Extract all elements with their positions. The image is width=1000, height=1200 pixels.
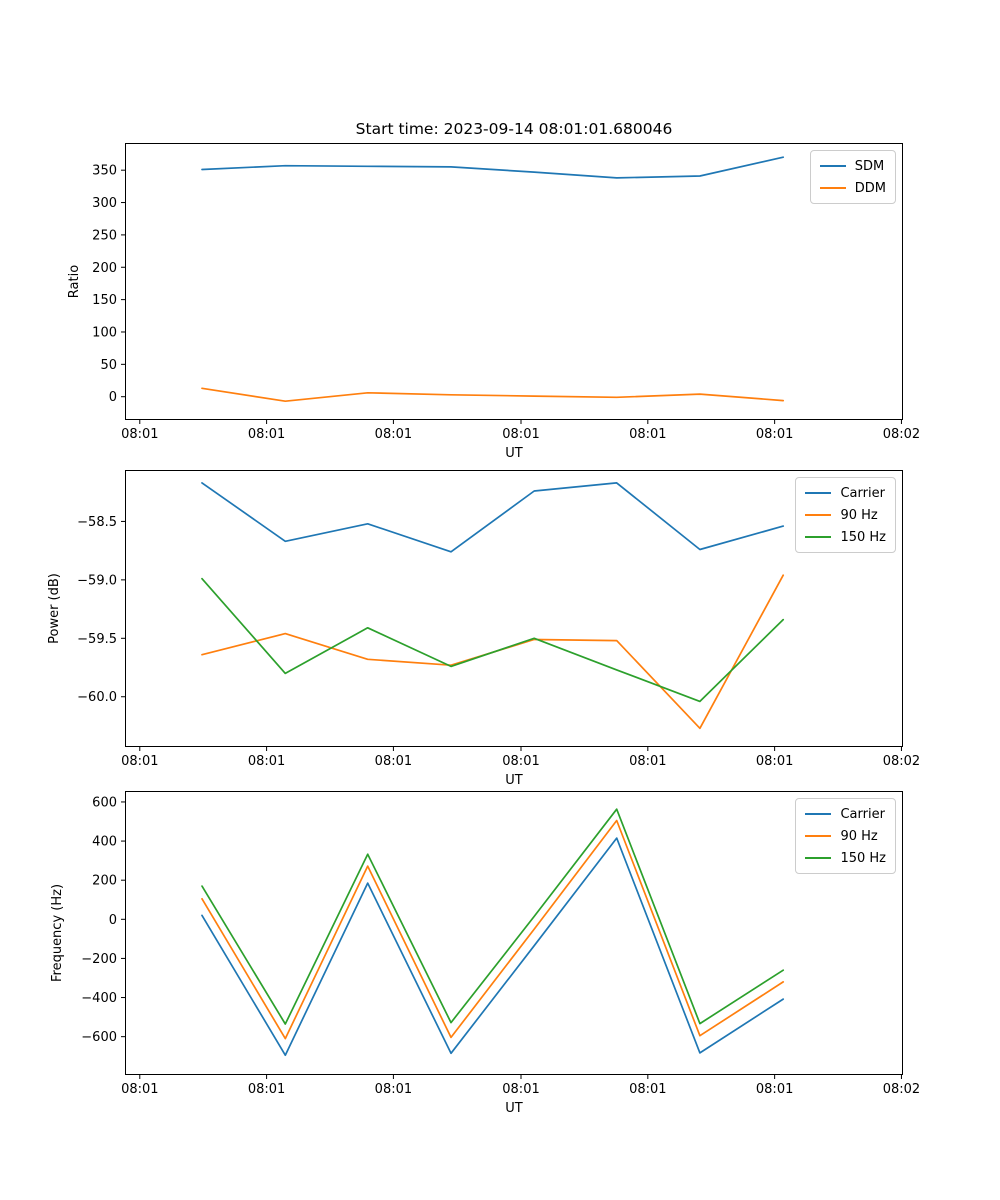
y-tick-label: 600 <box>92 795 117 811</box>
legend-line-sample <box>805 835 831 837</box>
legend <box>795 477 896 553</box>
legend-item-carrier <box>805 483 886 503</box>
y-tick-label: −60.0 <box>77 690 117 706</box>
x-tick-label: 08:01 <box>374 1082 413 1097</box>
legend-item-90-hz <box>805 826 886 846</box>
plot-border <box>126 792 903 1075</box>
x-axis-label: UT <box>505 1101 523 1116</box>
legend-line-sample <box>805 492 831 494</box>
x-tick-label: 08:01 <box>121 427 159 442</box>
series-line-carrier <box>202 483 783 552</box>
legend-label: Carrier <box>840 806 885 822</box>
y-tick-label: 300 <box>92 196 117 212</box>
legend-line-sample <box>805 857 831 859</box>
x-tick-label: 08:02 <box>882 754 921 769</box>
legend-label: SDM <box>854 158 885 174</box>
legend-label: Carrier <box>840 485 885 501</box>
x-tick-label: 08:01 <box>629 427 667 442</box>
plot-area <box>67 143 921 461</box>
x-tick-label: 08:01 <box>247 1082 286 1097</box>
x-tick-label: 08:01 <box>755 754 794 769</box>
legend <box>810 150 896 204</box>
y-tick-label: 200 <box>92 873 117 889</box>
y-axis-label: Power (dB) <box>47 573 62 644</box>
legend-label: 90 Hz <box>840 828 878 844</box>
legend-item-ddm <box>820 178 886 198</box>
legend <box>795 798 896 874</box>
y-tick-label: 100 <box>92 325 117 341</box>
y-tick-label: −200 <box>81 951 117 967</box>
x-tick-label: 08:01 <box>374 754 413 769</box>
series-line-carrier <box>202 838 783 1055</box>
legend-item-150-hz <box>805 527 886 547</box>
y-tick-label: −58.5 <box>77 514 117 530</box>
y-tick-label: 0 <box>108 390 117 406</box>
x-axis-label: UT <box>505 446 523 461</box>
x-tick-label: 08:02 <box>882 1082 921 1097</box>
x-tick-label: 08:02 <box>882 427 921 442</box>
y-axis-label: Frequency (Hz) <box>50 883 65 983</box>
y-tick-label: −600 <box>81 1030 117 1046</box>
x-tick-label: 08:01 <box>247 427 286 442</box>
x-tick-label: 08:01 <box>502 1082 540 1097</box>
y-axis-label: Ratio <box>67 264 82 299</box>
x-axis-label: UT <box>505 773 523 788</box>
y-tick-label: 400 <box>92 834 117 850</box>
y-tick-label: −59.0 <box>77 573 117 589</box>
y-tick-label: 50 <box>100 357 117 373</box>
series-line-150-hz <box>202 579 783 702</box>
legend-label: 90 Hz <box>840 507 878 523</box>
power-chart <box>47 470 921 788</box>
legend-label: DDM <box>854 180 886 196</box>
series-line-90-hz <box>202 821 783 1039</box>
series-line-sdm <box>202 157 783 178</box>
x-tick-label: 08:01 <box>121 1082 159 1097</box>
x-tick-label: 08:01 <box>629 754 667 769</box>
series-line-150-hz <box>202 809 783 1024</box>
x-tick-label: 08:01 <box>755 427 794 442</box>
x-tick-label: 08:01 <box>502 427 540 442</box>
legend-line-sample <box>805 514 831 516</box>
x-tick-label: 08:01 <box>755 1082 794 1097</box>
legend-item-150-hz <box>805 848 886 868</box>
plot-border <box>126 144 903 420</box>
y-tick-label: 200 <box>92 260 117 276</box>
legend-line-sample <box>805 536 831 538</box>
series-line-ddm <box>202 388 783 401</box>
y-tick-label: 350 <box>92 163 117 179</box>
y-tick-label: 150 <box>92 293 117 309</box>
plot-area <box>50 791 921 1116</box>
legend-item-sdm <box>820 156 886 176</box>
legend-label: 150 Hz <box>840 850 886 866</box>
legend-line-sample <box>820 187 846 189</box>
legend-item-90-hz <box>805 505 886 525</box>
y-tick-label: 250 <box>92 228 117 244</box>
x-tick-label: 08:01 <box>247 754 286 769</box>
y-tick-label: 0 <box>108 912 117 928</box>
x-tick-label: 08:01 <box>374 427 413 442</box>
legend-item-carrier <box>805 804 886 824</box>
x-tick-label: 08:01 <box>502 754 540 769</box>
frequency-chart <box>50 791 921 1116</box>
ratio-chart <box>67 143 921 461</box>
legend-line-sample <box>805 813 831 815</box>
y-tick-label: −400 <box>81 991 117 1007</box>
x-tick-label: 08:01 <box>629 1082 667 1097</box>
legend-line-sample <box>820 165 846 167</box>
figure-title: Start time: 2023-09-14 08:01:01.680046 <box>355 120 673 138</box>
x-tick-label: 08:01 <box>121 754 159 769</box>
legend-label: 150 Hz <box>840 529 886 545</box>
plot-area <box>47 470 921 788</box>
y-tick-label: −59.5 <box>77 631 117 647</box>
